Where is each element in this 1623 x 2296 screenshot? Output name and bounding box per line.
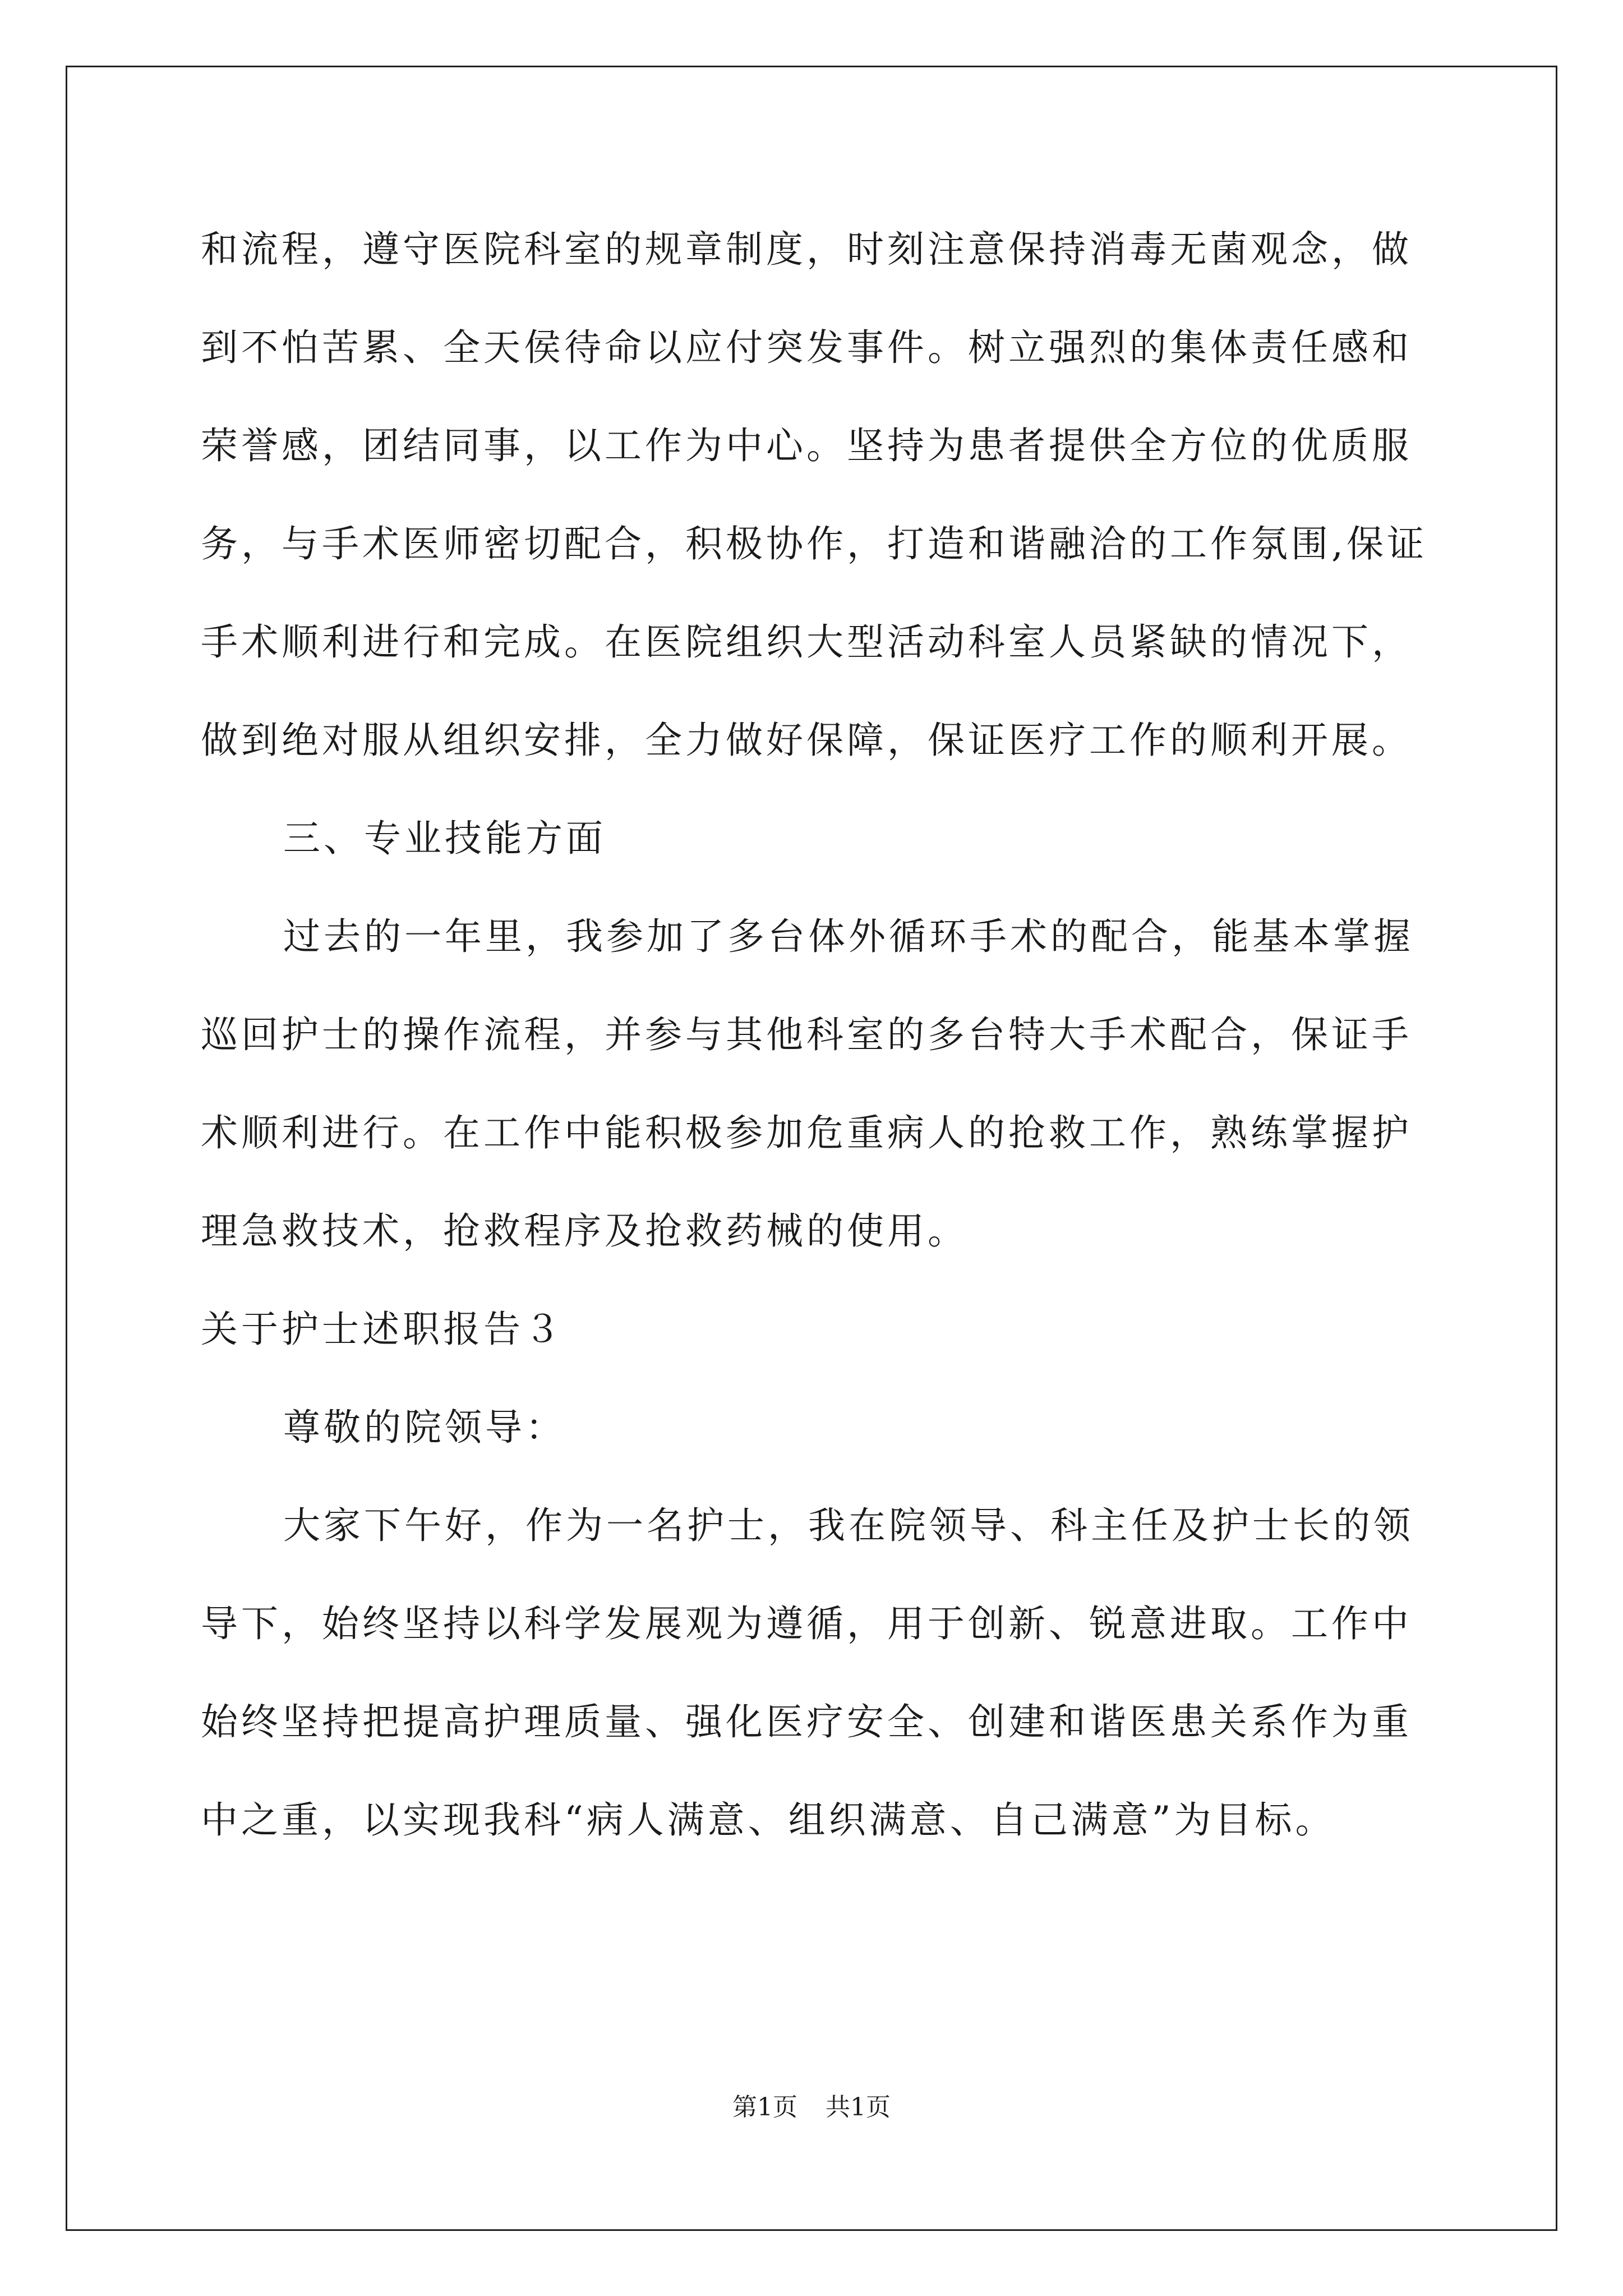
paragraph-line: 始终坚持把提高护理质量、强化医疗安全、创建和谐医患关系作为重	[201, 1700, 1412, 1743]
paragraph-line: 中之重，以实现我科“病人满意、组织满意、自己满意”为目标。	[201, 1798, 1336, 1842]
page-number: 第1页	[732, 2093, 797, 2122]
paragraph-line: 巡回护士的操作流程，并参与其他科室的多台特大手术配合，保证手	[201, 1013, 1412, 1056]
section-heading: 三、专业技能方面	[283, 817, 606, 860]
paragraph-line: 术顺利进行。在工作中能积极参加危重病人的抢救工作，熟练掌握护	[201, 1111, 1412, 1154]
salutation: 尊敬的院领导：	[283, 1406, 566, 1449]
paragraph-line: 过去的一年里，我参加了多台体外循环手术的配合，能基本掌握	[283, 915, 1414, 958]
paragraph-line: 做到绝对服从组织安排，全力做好保障，保证医疗工作的顺利开展。	[201, 719, 1412, 762]
page-total: 共1页	[826, 2093, 891, 2122]
document-body	[201, 213, 1432, 1882]
paragraph-line: 手术顺利进行和完成。在医院组织大型活动科室人员紧缺的情况下，	[201, 620, 1412, 664]
paragraph-line: 导下，始终坚持以科学发展观为遵循，用于创新、锐意进取。工作中	[201, 1602, 1412, 1645]
document-title: 关于护士述职报告３	[201, 1308, 564, 1351]
paragraph-line: 理急救技术，抢救程序及抢救药械的使用。	[201, 1209, 968, 1253]
page-footer	[0, 2087, 1623, 2123]
paragraph-line: 荣誉感，团结同事，以工作为中心。坚持为患者提供全方位的优质服	[201, 424, 1412, 467]
paragraph-line: 大家下午好，作为一名护士，我在院领导、科主任及护士长的领	[283, 1504, 1414, 1547]
paragraph-line: 到不怕苦累、全天侯待命以应付突发事件。树立强烈的集体责任感和	[201, 326, 1412, 369]
paragraph-line: 务，与手术医师密切配合，积极协作，打造和谐融洽的工作氛围,保证	[201, 522, 1427, 565]
paragraph-line: 和流程，遵守医院科室的规章制度，时刻注意保持消毒无菌观念，做	[201, 228, 1412, 271]
